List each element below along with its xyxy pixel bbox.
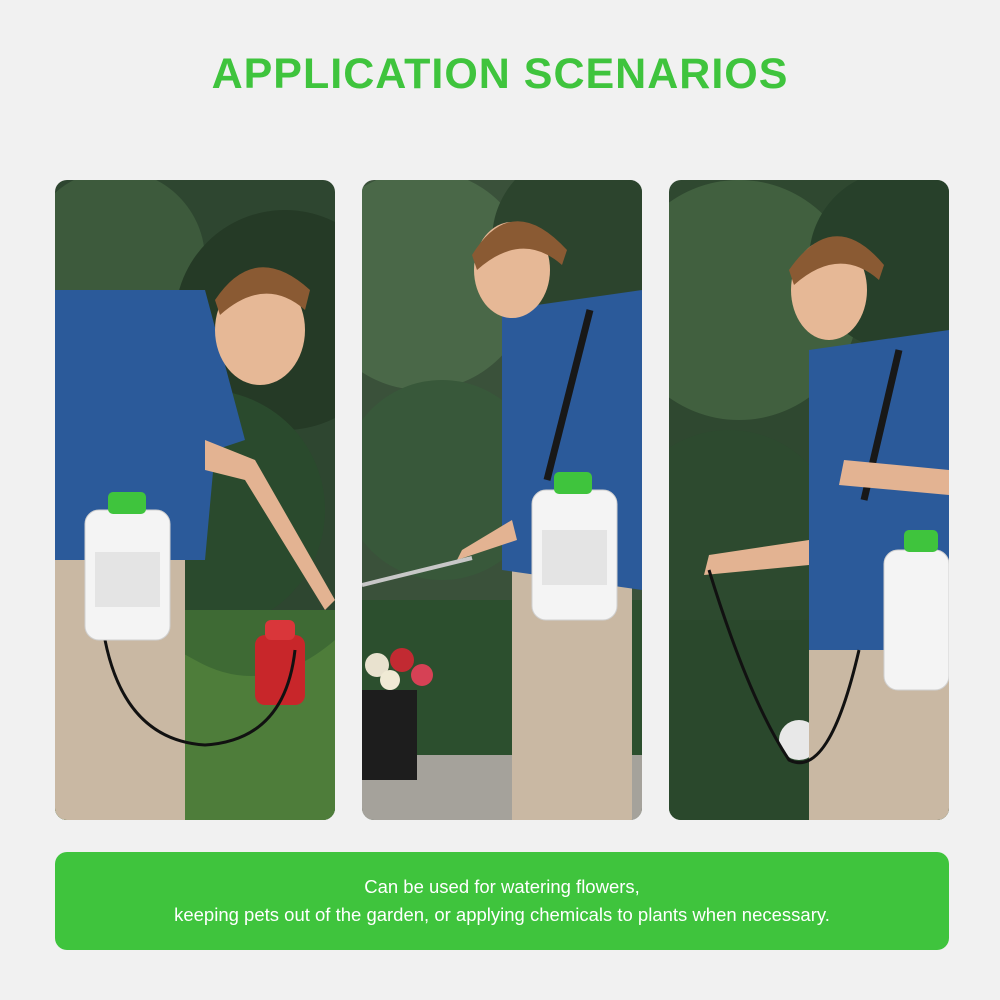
page-title: APPLICATION SCENARIOS <box>211 50 789 98</box>
caption-line-2: keeping pets out of the garden, or applying chemicals to plants when necessary. <box>174 904 830 925</box>
caption-line-1: Can be used for watering flowers, <box>364 876 640 897</box>
caption-box <box>55 852 949 950</box>
scenario-photo-watering <box>55 180 335 820</box>
scenario-photo-spraying <box>362 180 642 820</box>
scenario-photo-plants <box>669 180 949 820</box>
